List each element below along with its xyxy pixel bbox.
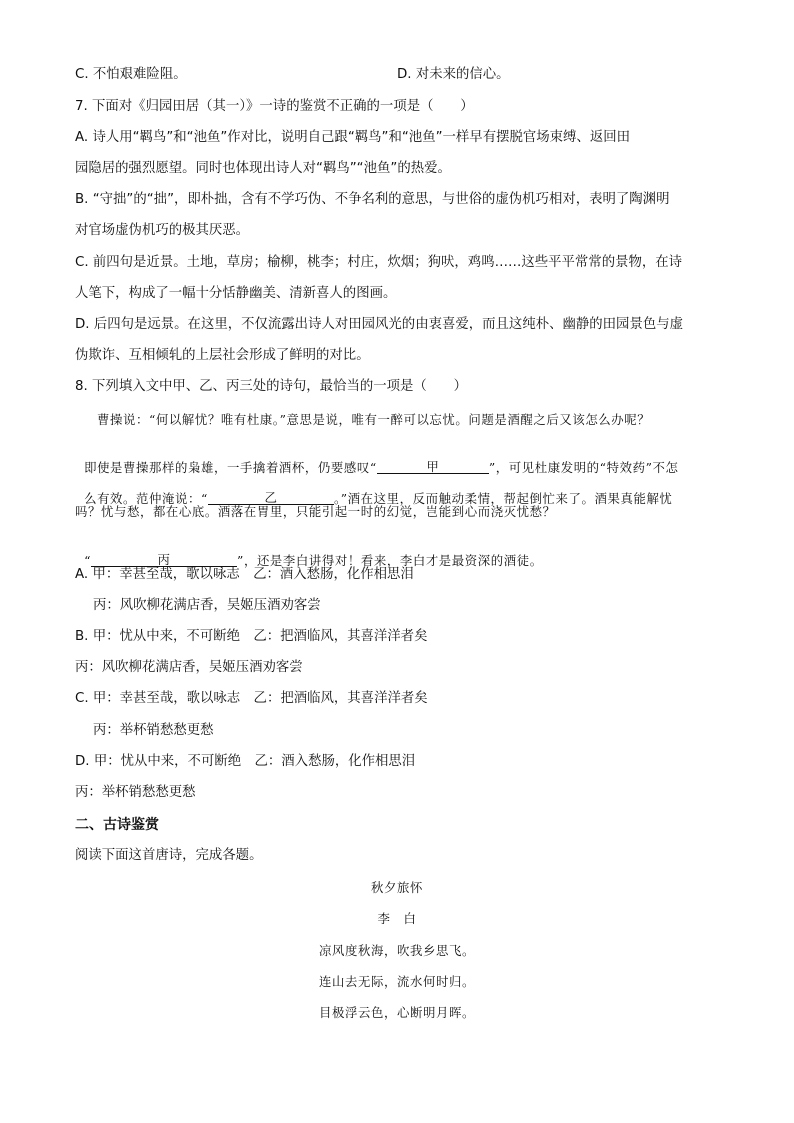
q8-passage-line1: 曹操说：“何以解忧？唯有杜康。”意思是说，唯有一醉可以忘忧。问题是酒醒之后又该怎么办呢？ — [97, 412, 651, 427]
q8-option-a-line2: 丙：风吹柳花满店香，吴姬压酒劝客尝 — [93, 598, 321, 613]
poem-author: 李 白 — [377, 911, 417, 926]
q8-passage-text: ”，还是李白讲得对！看来，李白才是最资深的酒徒。 — [237, 553, 543, 568]
option-d-prev: D. 对未来的信心。 — [397, 67, 510, 82]
poem-line-3: 目极浮云色，心断明月晖。 — [319, 1005, 475, 1020]
q7-option-a-line1: A. 诗人用“羁鸟”和“池鱼”作对比，说明自己跟“羁鸟”和“池鱼”一样早有摆脱官场束缚、返回田 — [75, 130, 630, 145]
q7-option-c-line1: C. 前四句是近景。土地，草房；榆柳，桃李；村庄，炊烟；狗吠，鸡鸣……这些平平常常的景物，在诗 — [75, 255, 683, 270]
q7-option-d-line2: 伪欺诈、互相倾轧的上层社会形成了鲜明的对比。 — [75, 348, 370, 363]
q8-passage-text: 么有效。范仲淹说：“ — [84, 491, 208, 506]
poem-line-1: 凉风度秋海，吹我乡思飞。 — [319, 943, 475, 958]
q8-option-a-line1: A. 甲：幸甚至哉，歌以咏志 乙：酒入愁肠，化作相思泪 — [75, 567, 414, 582]
q8-option-d-line2: 丙：举杯销愁愁更愁 — [75, 785, 196, 800]
blank-jia: 甲 — [377, 459, 489, 474]
q8-option-c-line2: 丙：举杯销愁愁更愁 — [93, 723, 214, 738]
q8-passage-text: 。”酒在这里，反而触动柔情，帮起倒忙来了。酒果真能解忧 — [333, 491, 673, 506]
q8-option-c-line1: C. 甲：幸甚至哉，歌以咏志 乙：把酒临风，其喜洋洋者矣 — [75, 691, 428, 706]
q7-option-c-line2: 人笔下，构成了一幅十分恬静幽美、清新喜人的图画。 — [75, 286, 397, 301]
q8-option-b-line2: 丙：风吹柳花满店香，吴姬压酒劝客尝 — [75, 660, 303, 675]
q8-stem: 8. 下列填入文中甲、乙、丙三处的诗句，最恰当的一项是（ ） — [75, 379, 467, 394]
section-intro: 阅读下面这首唐诗，完成各题。 — [75, 848, 263, 863]
q8-passage-line4: 吗？忧与愁，都在心底。酒落在胃里，只能引起一时的幻觉，岂能到心而浇灭忧愁？ — [75, 504, 556, 519]
q8-passage-line5 — [75, 534, 543, 570]
q7-option-b-line2: 对官场虚伪机巧的极其厌恶。 — [75, 223, 250, 238]
q7-stem: 7. 下面对《归园田居（其一）》一诗的鉴赏不正确的一项是（ ） — [75, 99, 474, 114]
option-c-prev: C. 不怕艰难险阻。 — [75, 67, 187, 82]
q7-option-b-line1: B. “守拙”的“拙”，即朴拙，含有不学巧伪、不争名利的意思，与世俗的虚伪机巧相对，表明了陶渊明 — [75, 192, 670, 207]
poem-line-2: 连山去无际，流水何时归。 — [319, 974, 475, 989]
q8-passage-text: ”，可见杜康发明的“特效药”不怎 — [488, 460, 679, 475]
q7-option-d-line1: D. 后四句是远景。在这里，不仅流露出诗人对田园风光的由衷喜爱，而且这纯朴、幽静的田园景色与虚 — [75, 317, 684, 332]
poem-title: 秋夕旅怀 — [371, 880, 423, 895]
q7-option-a-line2: 园隐居的强烈愿望。同时也体现出诗人对“羁鸟”“池鱼”的热爱。 — [75, 161, 451, 176]
blank-bing: 丙 — [91, 552, 237, 567]
blank-yi: 乙 — [208, 490, 334, 505]
q8-option-d-line1: D. 甲：忧从中来，不可断绝 乙：酒入愁肠，化作相思泪 — [75, 754, 416, 769]
q8-passage-text: “ — [84, 553, 92, 568]
q8-option-b-line1: B. 甲：忧从中来，不可断绝 乙：把酒临风，其喜洋洋者矣 — [75, 629, 428, 644]
section-heading: 二、古诗鉴赏 — [75, 817, 159, 833]
q8-passage-text: 即使是曹操那样的枭雄，一手擒着酒杯，仍要感叹“ — [84, 460, 377, 475]
